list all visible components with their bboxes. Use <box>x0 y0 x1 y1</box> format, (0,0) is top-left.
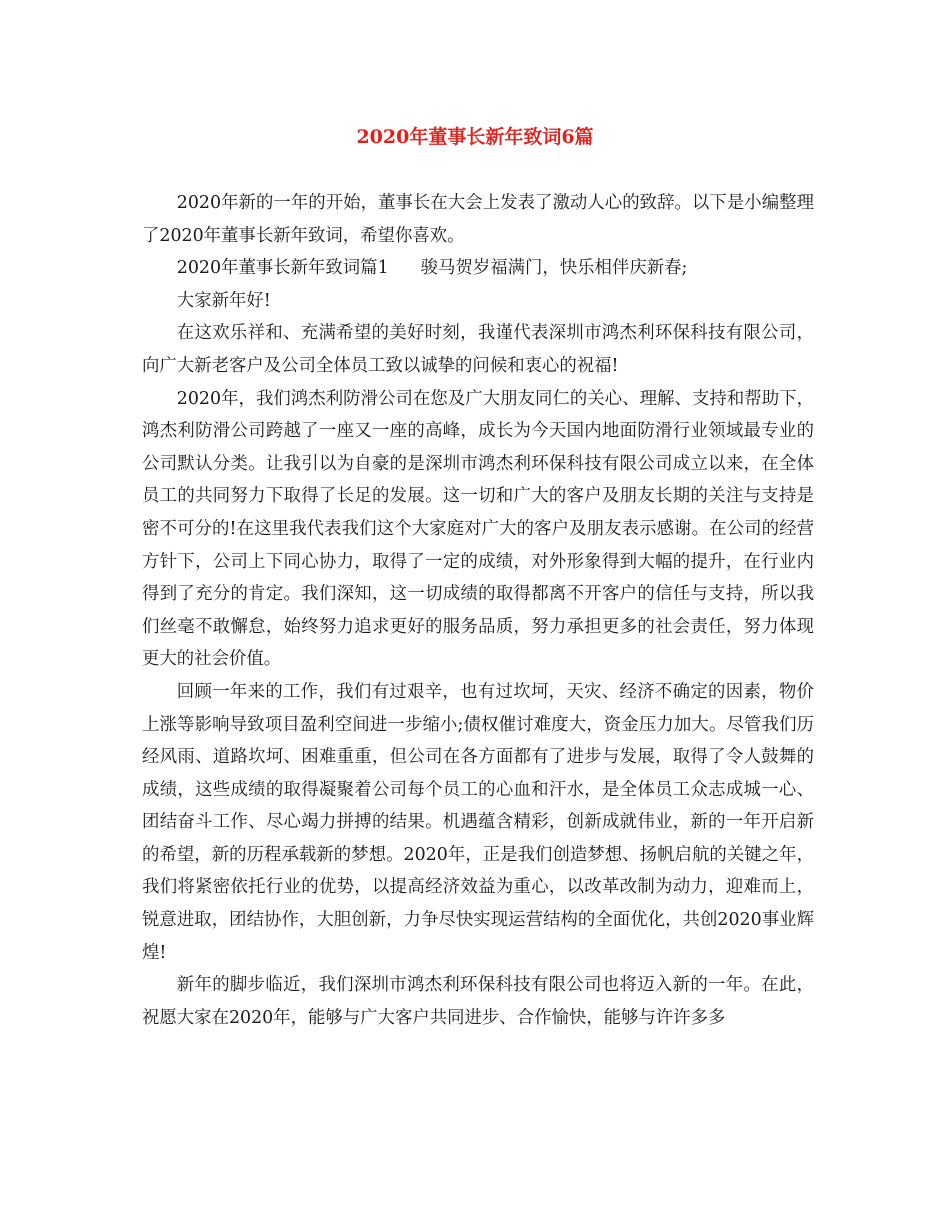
section-opening-line: 骏马贺岁福满门，快乐相伴庆新春; <box>420 258 688 279</box>
document-body <box>142 187 814 1034</box>
paragraph-greeting: 大家新年好! <box>176 290 271 311</box>
paragraph-section-heading <box>142 252 814 285</box>
paragraph-wishes: 新年的脚步临近，我们深圳市鸿杰利环保科技有限公司也将迈入新的一年。在此，祝愿大家在2020年，能够与广大客户共同进步、合作愉快，能够与许许多多 <box>142 975 814 1028</box>
paragraph-achievements: 2020年，我们鸿杰利防滑公司在您及广大朋友同仁的关心、理解、支持和帮助下，鸿杰利防滑公司跨越了一座又一座的高峰，成长为今天国内地面防滑行业领域最专业的公司默认分类。让我引以为自豪的是深圳市鸿杰利环保科技有限公司成立以来，在全体员工的共同努力下取得了长足的发展。这一切和广大的客户及朋友长期的关注与支持是密不可分的!在这里我代表我们这个大家庭对广大的客户及朋友表示感谢。在公司的经营方针下，公司上下同心协力，取得了一定的成绩，对外形象得到大幅的提升，在行业内得到了充分的肯定。我们深知，这一切成绩的取得都离不开客户的信任与支持，所以我们丝毫不敢懈怠，始终努力追求更好的服务品质，努力承担更多的社会责任，努力体现更大的社会价值。 <box>142 388 814 670</box>
paragraph-intro: 2020年新的一年的开始，董事长在大会上发表了激动人心的致辞。以下是小编整理了2020年董事长新年致词，希望你喜欢。 <box>142 193 814 246</box>
section-heading: 2020年董事长新年致词篇1 <box>176 258 389 279</box>
document-title: 2020年董事长新年致词6篇 <box>356 126 594 148</box>
paragraph-review: 回顾一年来的工作，我们有过艰辛，也有过坎坷，天灾、经济不确定的因素，物价上涨等影响导致项目盈利空间进一步缩小;债权催讨难度大，资金压力加大。尽管我们历经风雨、道路坎坷、困难重重，但公司在各方面都有了进步与发展，取得了令人鼓舞的成绩，这些成绩的取得凝聚着公司每个员工的心血和汗水，是全体员工众志成城一心、团结奋斗工作、尽心竭力拼搏的结果。机遇蕴含精彩，创新成就伟业，新的一年开启新的希望，新的历程承载新的梦想。2020年，正是我们创造梦想、扬帆启航的关键之年，我们将紧密依托行业的优势，以提高经济效益为重心，以改革改制为动力，迎难而上，锐意进取，团结协作，大胆创新，力争尽快实现运营结构的全面优化，共创2020事业辉煌! <box>142 681 814 963</box>
paragraph-regards: 在这欢乐祥和、充满希望的美好时刻，我谨代表深圳市鸿杰利环保科技有限公司，向广大新老客户及公司全体员工致以诚挚的问候和衷心的祝福! <box>142 323 814 376</box>
